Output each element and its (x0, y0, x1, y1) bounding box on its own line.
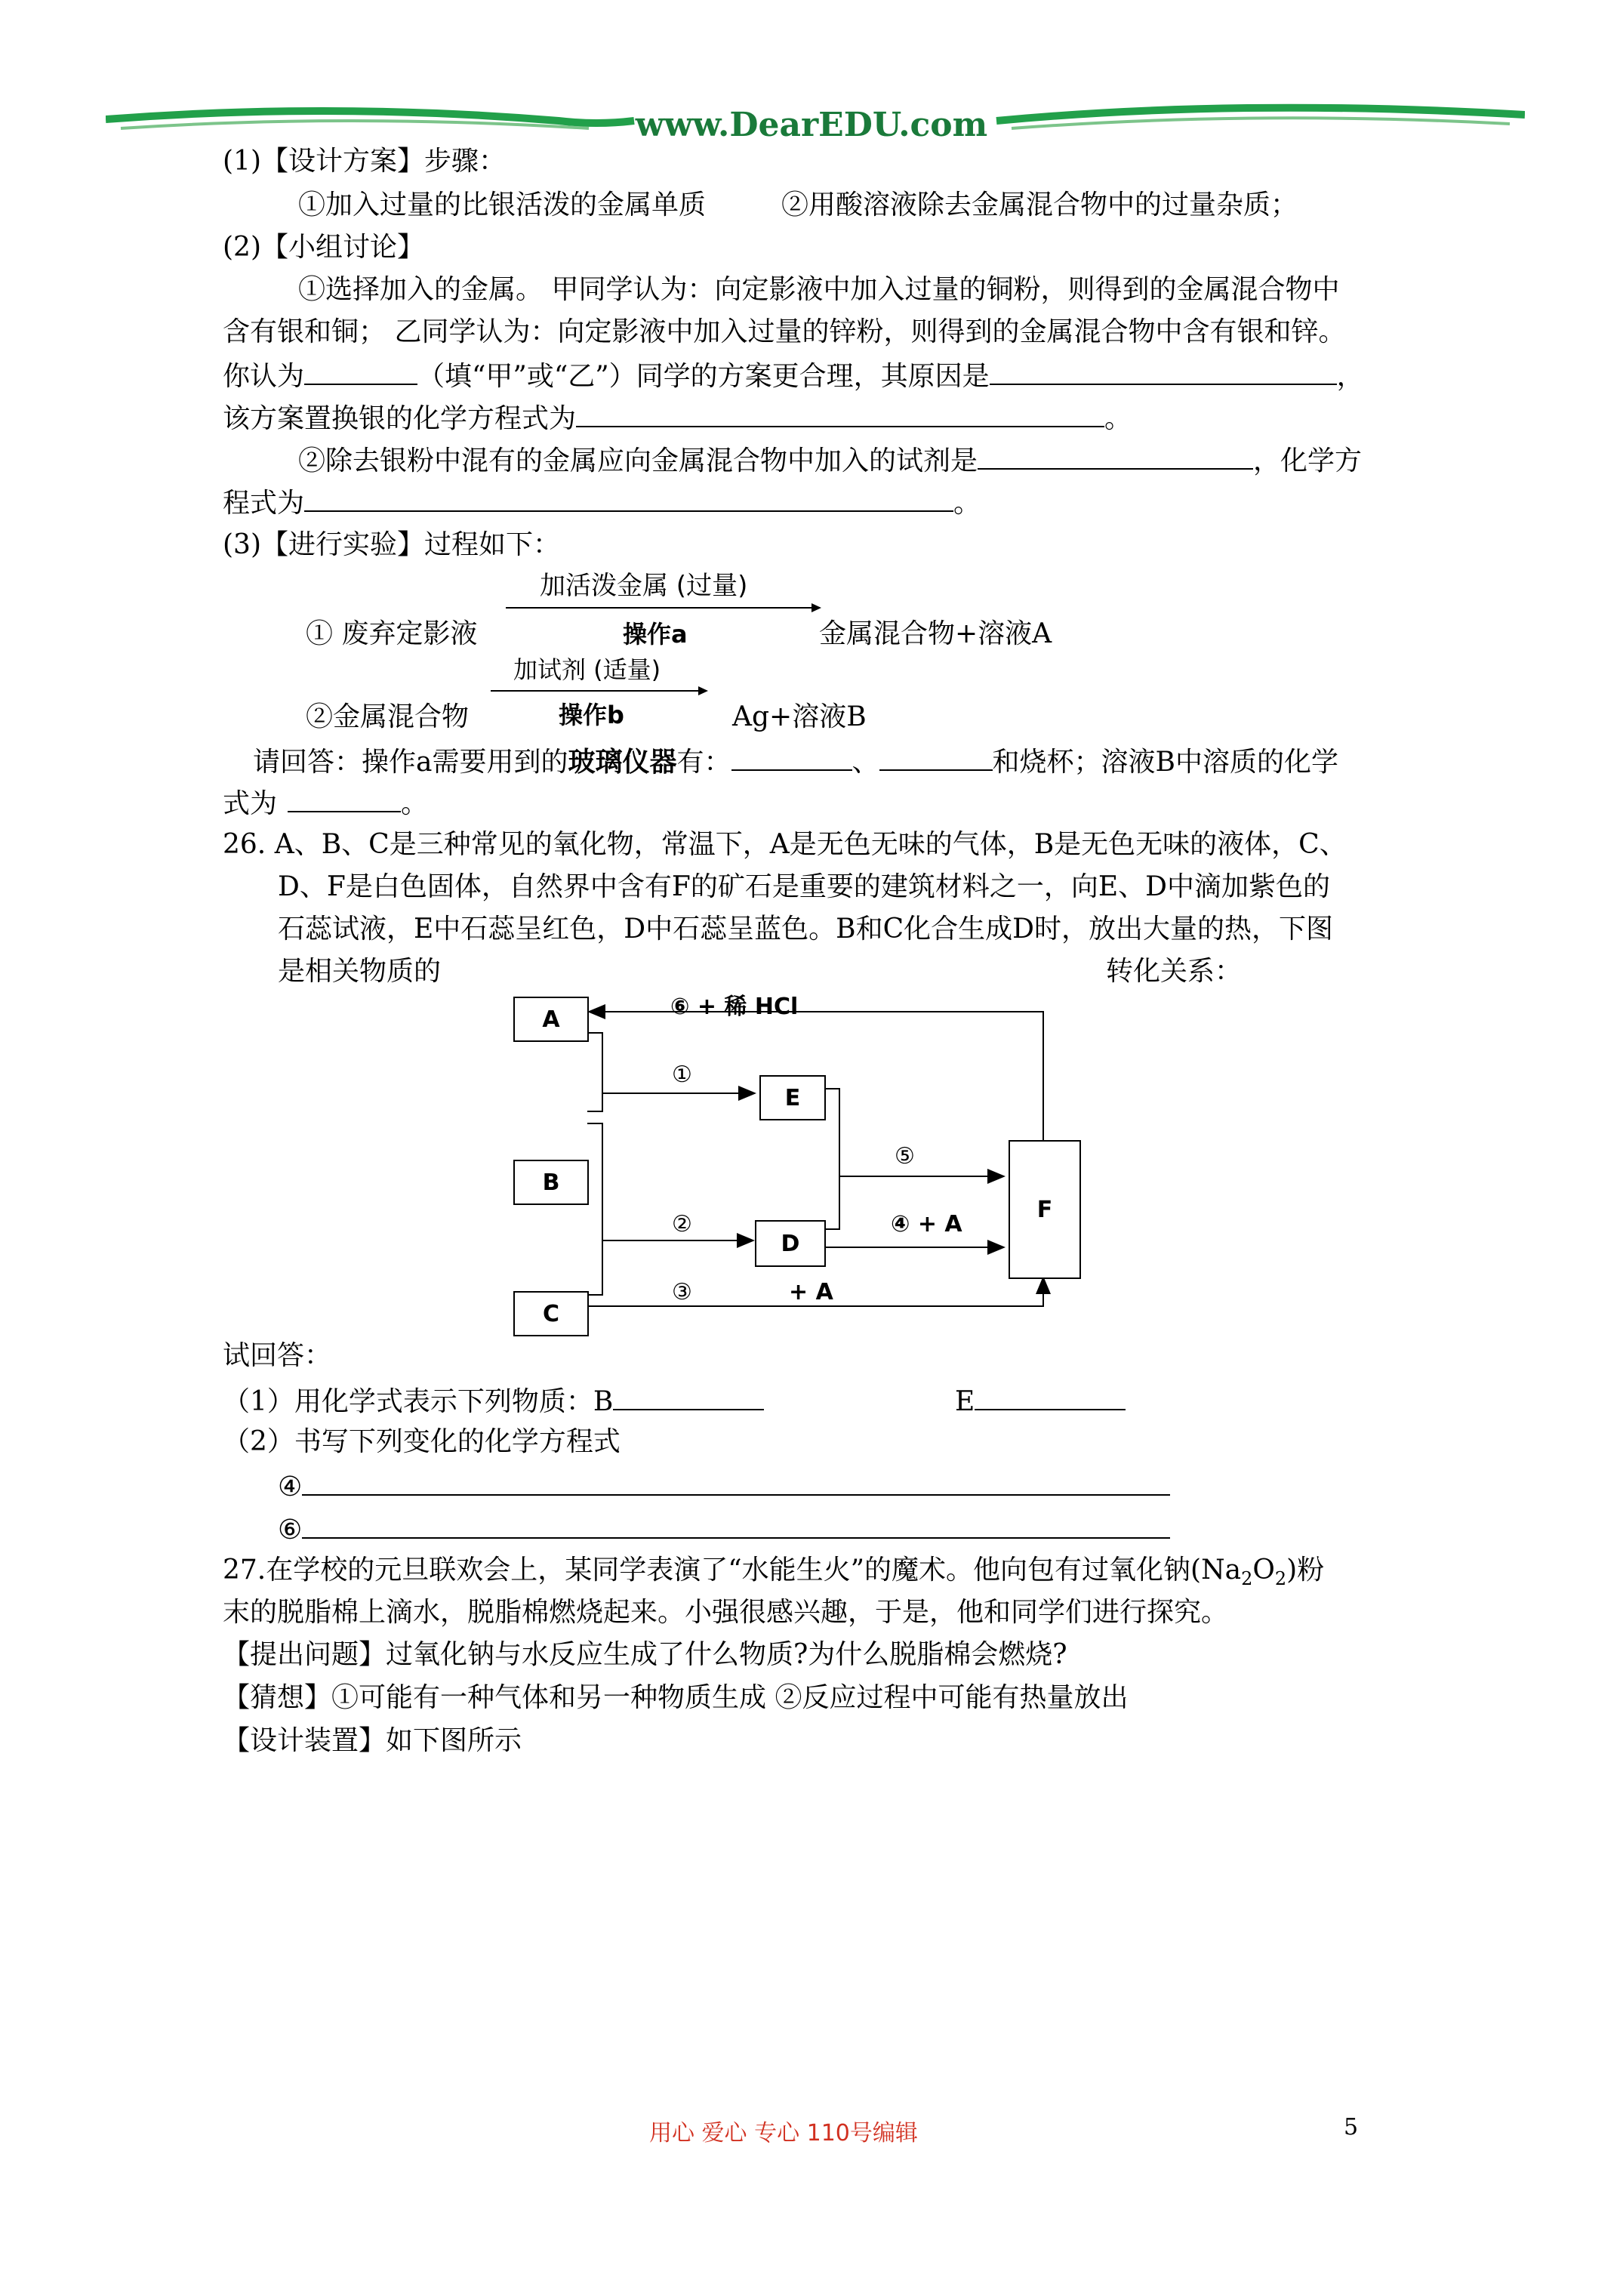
box-a: A (513, 997, 589, 1042)
discuss-paragraph-5 (298, 442, 1362, 478)
q26-try: 试回答： (223, 1340, 332, 1371)
answer-blank-eq6[interactable] (302, 1512, 1170, 1539)
q27-line-1-end: )粉 (1286, 1555, 1325, 1586)
discuss-title: (2)【小组讨论】 (223, 232, 424, 263)
answer-blank-equation[interactable] (576, 400, 1104, 427)
q26-line-4b: 转化关系： (1106, 956, 1243, 987)
q26-line-3: 石蕊试液，E中石蕊呈红色，D中石蕊呈蓝色。B和C化合生成D时，放出大量的热，下图 (278, 914, 1334, 945)
design-step2: ②用酸溶液除去金属混合物中的过量杂质； (781, 190, 1298, 220)
flow1-top-label: 加活泼金属 (过量) (540, 571, 748, 601)
design-step1: ①加入过量的比银活泼的金属单质 (298, 190, 707, 220)
q27-line-1-text: 27.在学校的元旦联欢会上，某同学表演了“水能生火”的魔术。他向包有过氧化钠(Na (223, 1555, 1242, 1586)
flow2-bottom-label: 操作b (559, 701, 624, 729)
ask-text-bold: 玻璃仪器 (568, 746, 677, 778)
q26-line-1: 26. A、B、C是三种常见的氧化物，常温下，A是无色无味的气体，B是无色无味的液体，C、 (223, 829, 1347, 860)
q26-answer-1 (223, 1383, 764, 1419)
page-number: 5 (1344, 2114, 1359, 2140)
arrow-6-label: ⑥ + 稀 HCl (670, 994, 799, 1020)
discuss-p3-text-a: 你认为 (223, 361, 305, 392)
arrow-5-label: ⑤ (895, 1143, 915, 1170)
answer-blank-b[interactable] (613, 1383, 764, 1410)
flow2-end: Ag+溶液B (732, 701, 867, 732)
discuss-p5-text-b: ，化学方 (1253, 445, 1363, 476)
flow1-start: ① 废弃定影液 (306, 618, 478, 649)
answer-blank-eq4[interactable] (302, 1469, 1170, 1496)
discuss-paragraph-3 (223, 358, 1364, 393)
box-e: E (759, 1075, 826, 1120)
answer-blank-choice[interactable] (304, 358, 417, 385)
arrow-3-label: ③ (672, 1279, 692, 1305)
q27-line-4: 【猜想】①可能有一种气体和另一种物质生成 ②反应过程中可能有热量放出 (223, 1682, 1129, 1713)
discuss-paragraph-4 (223, 400, 1132, 436)
q26-eq4-label: ④ (278, 1472, 303, 1502)
arrow-4-label: ④ + A (891, 1211, 962, 1237)
q26-answer-1e-text: E (955, 1386, 975, 1417)
q26-line-4a: 是相关物质的 (278, 956, 442, 987)
discuss-p5-text-a: ②除去银粉中混有的金属应向金属混合物中加入的试剂是 (298, 445, 978, 476)
q26-answer-2: （2）书写下列变化的化学方程式 (223, 1426, 621, 1457)
answer-blank-solute[interactable] (288, 785, 401, 812)
footer-credit: 用心 爱心 专心 110号编辑 (649, 2120, 918, 2147)
q27-line-2: 末的脱脂棉上滴水，脱脂棉燃烧起来。小强很感兴趣，于是，他和同学们进行探究。 (223, 1597, 1229, 1628)
q26-eq6-label: ⑥ (278, 1515, 303, 1546)
box-c: C (513, 1291, 589, 1336)
ask-line-1 (253, 744, 1338, 779)
discuss-p3-text-c: ， (1336, 361, 1364, 392)
q26-answer-1-text: （1）用化学式表示下列物质：B (223, 1386, 614, 1417)
ask-text-e: 式为 (223, 788, 278, 819)
ask-text-c: 、 (852, 747, 879, 778)
q26-answer-2-eq4 (278, 1469, 1170, 1504)
q26-answer-1e (955, 1383, 1126, 1419)
discuss-p4-text-a: 该方案置换银的化学方程式为 (223, 403, 577, 434)
answer-blank-equation-2[interactable] (304, 485, 953, 512)
answer-blank-e[interactable] (975, 1383, 1126, 1410)
flow2-start: ②金属混合物 (306, 701, 470, 732)
discuss-paragraph-6 (223, 485, 981, 520)
box-f: F (1009, 1140, 1081, 1279)
q26-line-2: D、F是白色固体，自然界中含有F的矿石是重要的建筑材料之一，向E、D中滴加紫色的 (278, 871, 1330, 902)
ask-line-2 (223, 785, 428, 821)
answer-blank-instrument-1[interactable] (731, 744, 852, 771)
q27-oxygen: O (1252, 1555, 1275, 1586)
box-d: D (755, 1220, 826, 1267)
flow1-end: 金属混合物+溶液A (819, 618, 1052, 649)
ask-text-f: 。 (401, 788, 429, 819)
answer-blank-reason[interactable] (990, 358, 1337, 385)
discuss-p3-text-b: （填“甲”或“乙”）同学的方案更合理，其原因是 (417, 361, 990, 392)
q26-answer-2-eq6 (278, 1512, 1170, 1547)
discuss-p6-text-b: 。 (953, 488, 981, 519)
experiment-title: (3)【进行实验】过程如下： (223, 529, 560, 560)
flow1-arrow-icon (506, 600, 823, 615)
discuss-paragraph-1: ①选择加入的金属。 甲同学认为：向定影液中加入过量的铜粉，则得到的金属混合物中 (298, 274, 1340, 305)
arrow-3-reagent: + A (789, 1279, 833, 1305)
answer-blank-instrument-2[interactable] (879, 744, 993, 771)
discuss-p6-text-a: 程式为 (223, 488, 305, 519)
arrow-2-label: ② (672, 1211, 692, 1237)
discuss-paragraph-2: 含有银和铜； 乙同学认为：向定影液中加入过量的锌粉，则得到的金属混合物中含有银和锌。 (223, 316, 1346, 347)
q27-line-5: 【设计装置】如下图所示 (223, 1725, 522, 1756)
q27-subscript-1: 2 (1241, 1568, 1253, 1590)
ask-text-b: 有： (676, 747, 731, 778)
q27-line-3: 【提出问题】过氧化钠与水反应生成了什么物质?为什么脱脂棉会燃烧? (223, 1639, 1067, 1670)
flow2-top-label: 加试剂 (适量) (513, 655, 661, 684)
design-title: (1)【设计方案】步骤： (223, 146, 506, 177)
q27-subscript-2: 2 (1274, 1568, 1287, 1590)
answer-blank-reagent[interactable] (978, 442, 1253, 470)
arrow-1-label: ① (672, 1062, 692, 1088)
q27-line-1 (223, 1554, 1324, 1595)
discuss-p4-text-b: 。 (1104, 403, 1132, 434)
ask-text-d: 和烧杯；溶液B中溶质的化学 (992, 747, 1338, 778)
flow1-bottom-label: 操作a (623, 620, 688, 649)
ask-text-a: 请回答：操作a需要用到的 (253, 747, 568, 778)
header-site-name: www.DearEDU.com (635, 106, 988, 144)
box-b: B (513, 1160, 589, 1205)
